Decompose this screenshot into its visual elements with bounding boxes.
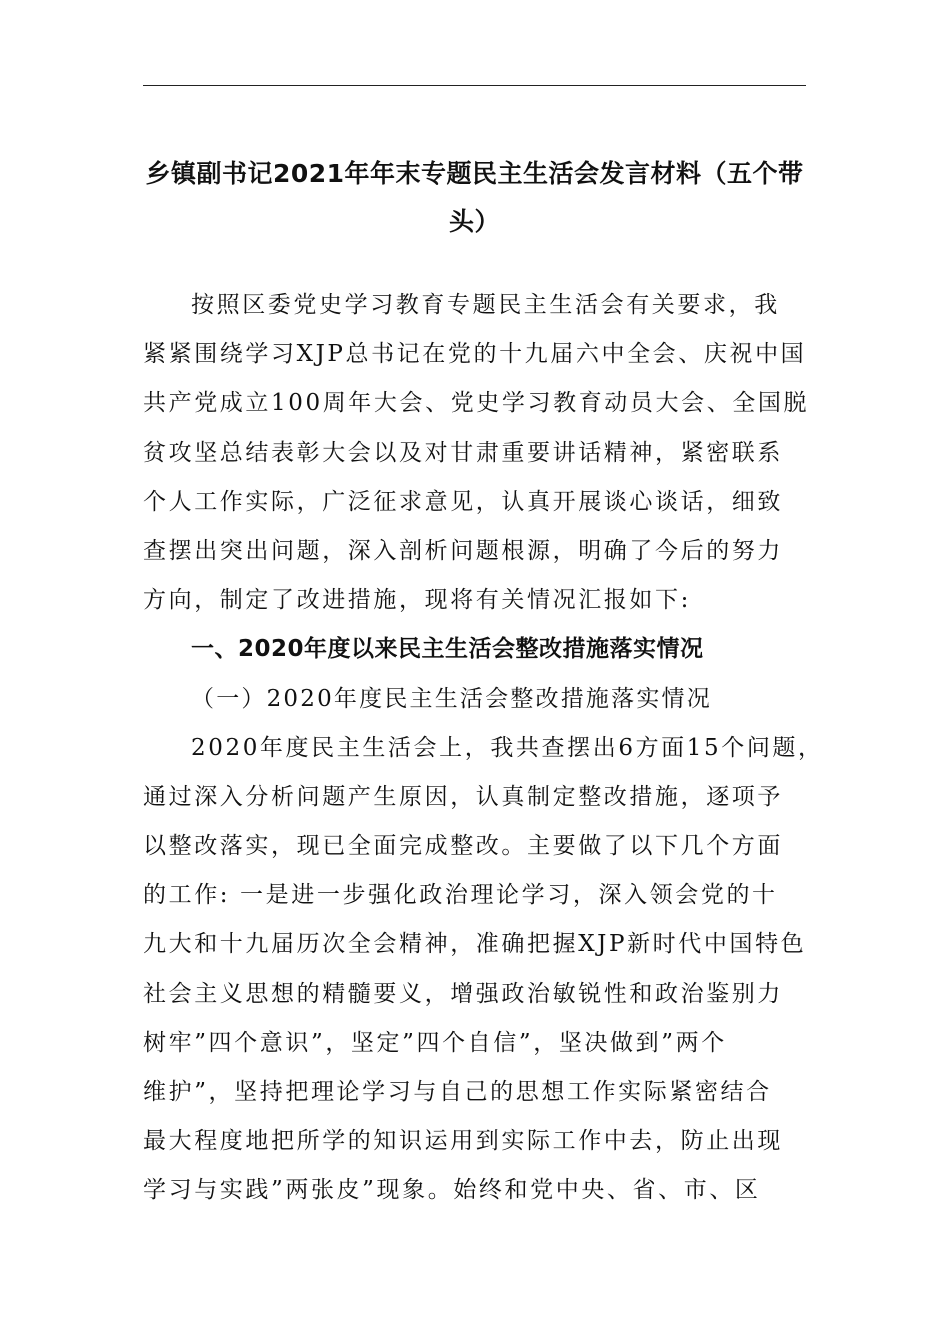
document-title bbox=[143, 150, 806, 246]
paragraph-line: 按照区委党史学习教育专题民主生活会有关要求，我 bbox=[191, 292, 780, 318]
paragraph-line: 通过深入分析问题产生原因，认真制定整改措施，逐项予 bbox=[143, 783, 783, 810]
paragraph-line: 紧紧围绕学习XJP总书记在党的十九届六中全会、庆祝中国 bbox=[143, 341, 807, 368]
paragraph-line: 社会主义思想的精髓要义，增强政治敏锐性和政治鉴别力 bbox=[143, 980, 783, 1007]
header-rule bbox=[143, 85, 806, 86]
paragraph-line: 2020年度民主生活会上，我共查摆出6方面15个问题， bbox=[191, 734, 824, 761]
paragraph-line: 方向，制定了改进措施，现将有关情况汇报如下: bbox=[143, 587, 691, 614]
paragraph-line: 的工作: 一是进一步强化政治理论学习，深入领会党的十 bbox=[143, 882, 778, 909]
subsection-heading: （一）2020年度民主生活会整改措施落实情况 bbox=[191, 685, 712, 712]
section-heading: 一、2020年度以来民主生活会整改措施落实情况 bbox=[191, 636, 704, 663]
title-line-1: 乡镇副书记2021年年末专题民主生活会发言材料（五个带 bbox=[145, 159, 804, 188]
paragraph-line: 以整改落实，现已全面完成整改。主要做了以下几个方面 bbox=[143, 833, 783, 860]
paragraph-line: 最大程度地把所学的知识运用到实际工作中去，防止出现 bbox=[143, 1128, 783, 1155]
paragraph-line: 贫攻坚总结表彰大会以及对甘肃重要讲话精神，紧密联系 bbox=[143, 439, 783, 466]
paragraph-line: 个人工作实际，广泛征求意见，认真开展谈心谈话，细致 bbox=[143, 488, 783, 515]
paragraph-line: 九大和十九届历次全会精神，准确把握XJP新时代中国特色 bbox=[143, 931, 807, 958]
paragraph-line: 维护”，坚持把理论学习与自己的思想工作实际紧密结合 bbox=[143, 1079, 772, 1105]
paragraph-line: 树牢”四个意识”，坚定”四个自信”，坚决做到”两个 bbox=[143, 1029, 727, 1056]
paragraph-line: 查摆出突出问题，深入剖析问题根源，明确了今后的努力 bbox=[143, 537, 783, 564]
paragraph-line: 共产党成立100周年大会、党史学习教育动员大会、全国脱 bbox=[143, 390, 810, 417]
paragraph-line: 学习与实践”两张皮”现象。始终和党中央、省、市、区 bbox=[143, 1177, 761, 1204]
title-line-2: 头） bbox=[448, 207, 500, 236]
document-body bbox=[143, 281, 824, 1216]
